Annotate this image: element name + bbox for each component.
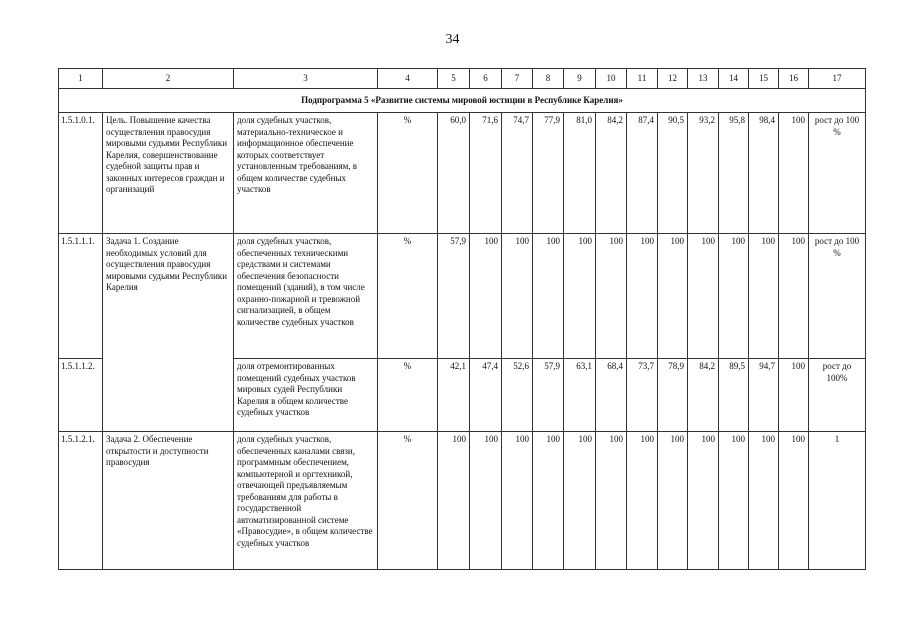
- row-value: 89,5: [719, 359, 749, 432]
- row-value: 42,1: [438, 359, 470, 432]
- row-value: 100: [533, 432, 564, 570]
- row-value: 81,0: [564, 113, 596, 234]
- row-value: 95,8: [719, 113, 749, 234]
- col-header: 6: [470, 69, 502, 89]
- row-indicator: доля судебных участков, обеспеченных техническими средствами и системами обеспечения безопасности помещений (зданий), в том числе охранно-пожарной и тревожной сигнализацией, в общем количестве судебных участков: [234, 234, 378, 359]
- row-value: 77,9: [533, 113, 564, 234]
- row-code: 1.5.1.0.1.: [59, 113, 103, 234]
- row-name: Задача 1. Создание необходимых условий для осуществления правосудия мировыми судьями Республики Карелия: [103, 234, 234, 432]
- row-value: 74,7: [502, 113, 533, 234]
- row-value: 100: [627, 234, 658, 359]
- row-value: 63,1: [564, 359, 596, 432]
- row-value: 100: [564, 432, 596, 570]
- row-value: 100: [627, 432, 658, 570]
- row-value: 98,4: [749, 113, 779, 234]
- row-name: Задача 2. Обеспечение открытости и доступности правосудия: [103, 432, 234, 570]
- row-value: 100: [596, 432, 627, 570]
- col-header: 2: [103, 69, 234, 89]
- row-value: 60,0: [438, 113, 470, 234]
- row-value: 68,4: [596, 359, 627, 432]
- row-unit: %: [378, 359, 438, 432]
- row-unit: %: [378, 234, 438, 359]
- page-number: 34: [445, 32, 460, 47]
- row-value: 100: [719, 234, 749, 359]
- column-numbers-row: [59, 69, 866, 89]
- col-header: 3: [234, 69, 378, 89]
- table-row: [59, 113, 866, 234]
- row-value: 100: [779, 234, 809, 359]
- subprogram-row: [59, 89, 866, 113]
- col-header: 14: [719, 69, 749, 89]
- row-result: рост до 100 %: [809, 234, 866, 359]
- col-header: 17: [809, 69, 866, 89]
- row-value: 100: [470, 234, 502, 359]
- row-value: 47,4: [470, 359, 502, 432]
- col-header: 16: [779, 69, 809, 89]
- row-value: 52,6: [502, 359, 533, 432]
- row-code: 1.5.1.1.1.: [59, 234, 103, 359]
- col-header: 9: [564, 69, 596, 89]
- col-header: 1: [59, 69, 103, 89]
- row-value: 90,5: [658, 113, 688, 234]
- col-header: 11: [627, 69, 658, 89]
- row-value: 100: [749, 432, 779, 570]
- col-header: 8: [533, 69, 564, 89]
- row-value: 57,9: [438, 234, 470, 359]
- row-value: 100: [502, 432, 533, 570]
- row-value: 100: [688, 234, 719, 359]
- row-value: 100: [596, 234, 627, 359]
- row-value: 100: [658, 432, 688, 570]
- row-value: 100: [749, 234, 779, 359]
- table-row: [59, 234, 866, 359]
- row-name: Цель. Повышение качества осуществления правосудия мировыми судьями Республики Карелия, совершенствование судебной защиты прав и законных интересов граждан и организаций: [103, 113, 234, 234]
- row-value: 78,9: [658, 359, 688, 432]
- subprogram-title: Подпрограмма 5 «Развитие системы мировой юстиции в Республике Карелия»: [59, 89, 866, 113]
- row-value: 100: [719, 432, 749, 570]
- row-value: 100: [533, 234, 564, 359]
- col-header: 5: [438, 69, 470, 89]
- row-value: 100: [779, 359, 809, 432]
- row-unit: %: [378, 113, 438, 234]
- row-value: 94,7: [749, 359, 779, 432]
- row-value: 84,2: [596, 113, 627, 234]
- row-value: 100: [688, 432, 719, 570]
- col-header: 15: [749, 69, 779, 89]
- row-value: 73,7: [627, 359, 658, 432]
- row-value: 57,9: [533, 359, 564, 432]
- row-code: 1.5.1.1.2.: [59, 359, 103, 432]
- col-header: 10: [596, 69, 627, 89]
- row-value: 100: [502, 234, 533, 359]
- row-value: 100: [564, 234, 596, 359]
- row-indicator: доля судебных участков, материально-техническое и информационное обеспечение которых соответствует установленным требованиям, в общем количестве судебных участков: [234, 113, 378, 234]
- row-value: 84,2: [688, 359, 719, 432]
- row-value: 100: [470, 432, 502, 570]
- row-value: 93,2: [688, 113, 719, 234]
- col-header: 4: [378, 69, 438, 89]
- row-code: 1.5.1.2.1.: [59, 432, 103, 570]
- row-value: 100: [779, 432, 809, 570]
- row-indicator: доля отремонтированных помещений судебных участков мировых судей Республики Карелия в общем количестве судебных участков: [234, 359, 378, 432]
- col-header: 7: [502, 69, 533, 89]
- row-value: 100: [779, 113, 809, 234]
- row-unit: %: [378, 432, 438, 570]
- row-value: 100: [438, 432, 470, 570]
- row-value: 71,6: [470, 113, 502, 234]
- row-result: 1: [809, 432, 866, 570]
- row-value: 100: [658, 234, 688, 359]
- col-header: 12: [658, 69, 688, 89]
- row-result: рост до 100%: [809, 359, 866, 432]
- row-indicator: доля судебных участков, обеспеченных каналами связи, программным обеспечением, компьютерной и оргтехникой, отвечающей предъявляемым требованиям для работы в государственной автоматизированной системе «Правосудие», в общем количестве судебных участков: [234, 432, 378, 570]
- col-header: 13: [688, 69, 719, 89]
- row-result: рост до 100 %: [809, 113, 866, 234]
- table-row: [59, 432, 866, 570]
- row-value: 87,4: [627, 113, 658, 234]
- indicators-table: [58, 68, 866, 570]
